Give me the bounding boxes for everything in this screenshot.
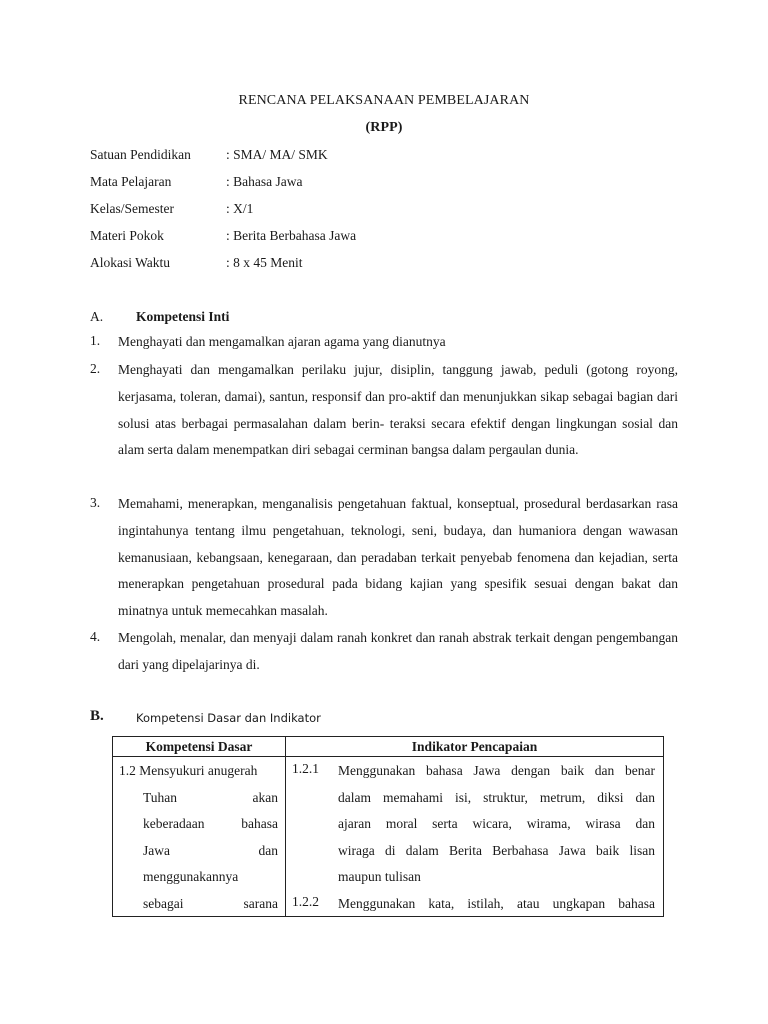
info-label: Mata Pelajaran — [90, 174, 172, 189]
info-label: Alokasi Waktu — [90, 255, 171, 270]
item-text: Mengolah, menalar, dan menyaji dalam ranah konkret dan ranah abstrak terkait dengan pengembangan dari yang dipelajarinya di. — [118, 630, 678, 672]
item-text: Menghayati dan mengamalkan ajaran agama yang dianutnya — [118, 334, 446, 349]
ki-item-3 — [90, 495, 678, 625]
section-title: Kompetensi Dasar dan Indikator — [136, 711, 321, 725]
info-value: : SMA/ MA/ SMK — [226, 147, 328, 162]
document-title: RENCANA PELAKSANAAN PEMBELAJARAN — [238, 93, 530, 108]
indicator-line: ajaran moral serta wicara, wirama, wirasa dan — [338, 816, 655, 831]
header-kompetensi-dasar: Kompetensi Dasar — [113, 737, 286, 757]
kd-cell — [113, 757, 286, 917]
ki-item-2 — [90, 361, 678, 464]
info-value: : Bahasa Jawa — [226, 174, 303, 189]
kd-line: sebagai sarana — [143, 895, 278, 911]
info-label: Satuan Pendidikan — [90, 147, 191, 162]
info-label: Kelas/Semester — [90, 201, 174, 216]
item-number: 2. — [90, 361, 101, 376]
item-text: Menghayati dan mengamalkan perilaku jujur, disiplin, tanggung jawab, peduli (gotong royong, kerjasama, toleran, damai), santun, responsif dan pro-aktif dan menunjukkan sikap sebagai bagian dari solusi atas berbagai permasalahan dalam berin- teraksi secara efektif dengan lingkungan sosial dan alam serta dalam menempatkan diri sebagai cerminan bangsa dalam pergaulan dunia. — [118, 362, 678, 458]
section-letter: A. — [90, 309, 104, 324]
kd-line: Tuhan akan — [143, 789, 278, 805]
table-row — [113, 757, 664, 917]
indicator-line: Menggunakan kata, istilah, atau ungkapan bahasa — [338, 895, 655, 911]
indicator-number: 1.2.2 — [292, 893, 319, 909]
document-subtitle: (RPP) — [365, 120, 403, 135]
info-value: : Berita Berbahasa Jawa — [226, 228, 357, 243]
item-number: 4. — [90, 629, 101, 644]
header-indikator: Indikator Pencapaian — [286, 737, 664, 757]
kd-line: Jawa dan — [143, 842, 278, 858]
section-letter: B. — [90, 708, 104, 724]
indicator-cell — [286, 757, 664, 917]
item-number: 3. — [90, 495, 101, 510]
info-value: : 8 x 45 Menit — [226, 255, 303, 270]
item-text: Memahami, menerapkan, menganalisis pengetahuan faktual, konseptual, prosedural berdasarkan rasa ingintahunya tentang ilmu pengetahuan, teknologi, seni, budaya, dan humaniora dengan wawasan kemanusiaan, kebangsaan, kenegaraan, dan peradaban terkait penyebab fenomena dan kejadian, serta menerapkan pengetahuan prosedural pada bidang kajian yang spesifik sesuai dengan bakat dan minatnya untuk memecahkan masalah. — [118, 496, 678, 619]
item-number: 1. — [90, 333, 101, 348]
kd-line: keberadaan bahasa — [143, 816, 278, 831]
kd-line: menggunakannya — [143, 869, 239, 884]
indicator-line: maupun tulisan — [338, 869, 421, 884]
ki-item-4 — [90, 629, 678, 679]
indicator-line: wiraga di dalam Berita Berbahasa Jawa baik lisan — [338, 842, 655, 858]
indicator-line: dalam memahami isi, struktur, metrum, diksi dan — [338, 789, 655, 805]
info-label: Materi Pokok — [90, 228, 164, 243]
indicator-item — [292, 761, 657, 894]
info-value: : X/1 — [226, 201, 254, 216]
kd-line: 1.2 Mensyukuri anugerah — [119, 763, 258, 778]
table-header-row — [113, 737, 664, 757]
indicator-number: 1.2.1 — [292, 761, 319, 776]
indicator-line: Menggunakan bahasa Jawa dengan baik dan benar — [338, 763, 655, 778]
kd-indicator-table — [112, 736, 664, 917]
ki-item-1 — [90, 333, 678, 356]
section-title: Kompetensi Inti — [136, 309, 230, 324]
indicator-item — [292, 894, 657, 916]
